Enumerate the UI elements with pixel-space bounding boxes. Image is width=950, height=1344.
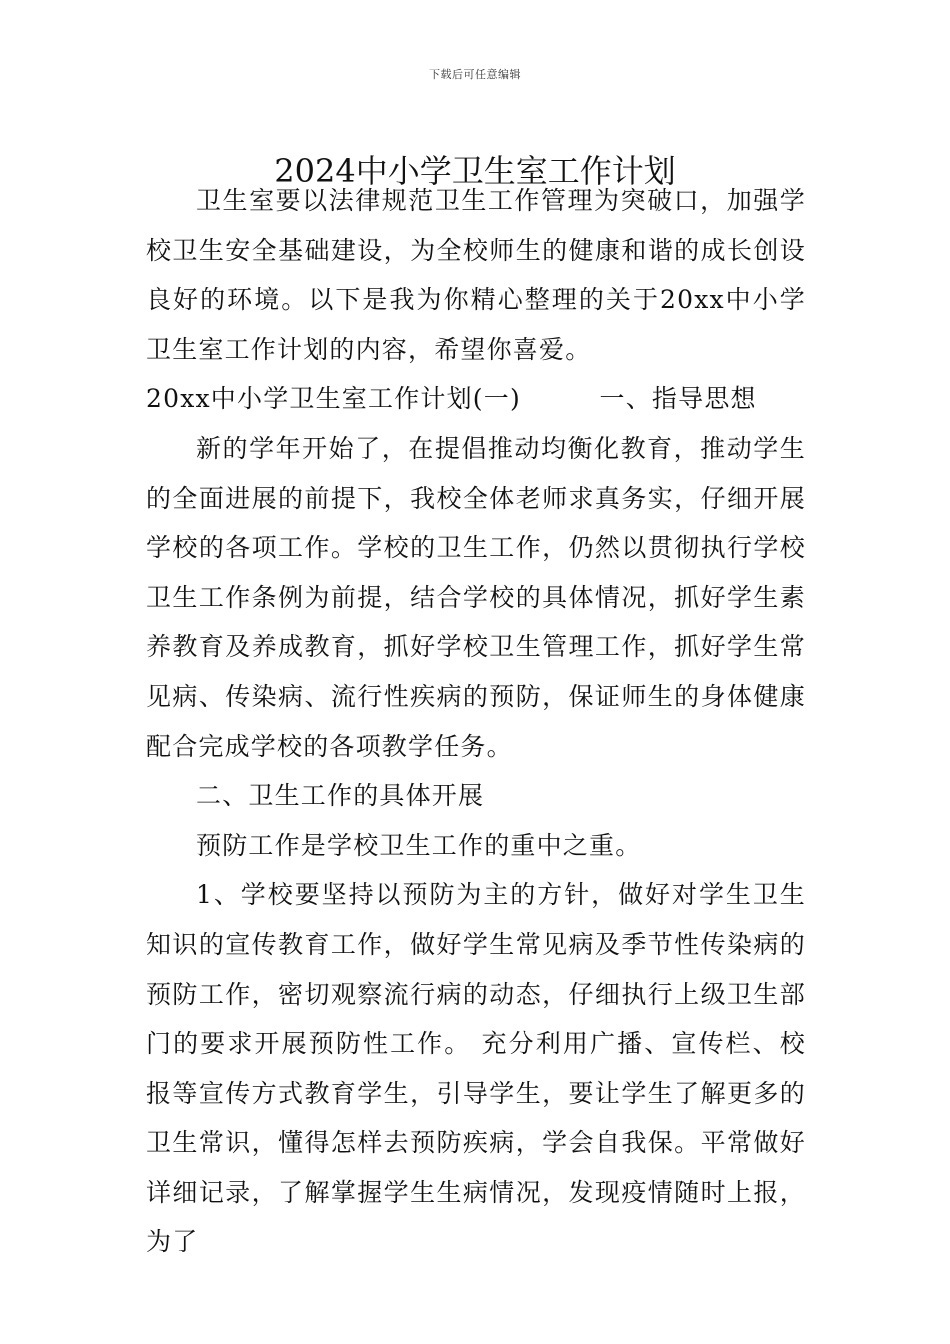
section-heading-plan-one: 20xx中小学卫生室工作计划(一) 一、指导思想 <box>146 384 757 414</box>
guiding-thought-paragraph: 新的学年开始了，在提倡推动均衡化教育，推动学生的全面进展的前提下，我校全体老师求真务实，仔细开展学校的各项工作。学校的卫生工作，仍然以贯彻执行学校卫生工作条例为前提，结合学校的具体情况，抓好学生素养教育及养成教育，抓好学校卫生管理工作，抓好学生常见病、传染病、流行性疾病的预防，保证师生的身体健康配合完成学校的各项教学任务。 <box>146 433 806 761</box>
prevention-paragraph: 预防工作是学校卫生工作的重中之重。 <box>196 830 642 860</box>
document-title: 2024中小学卫生室工作计划 <box>274 152 676 191</box>
header-note: 下载后可任意编辑 <box>429 68 521 81</box>
document-body <box>146 176 806 1267</box>
intro-paragraph: 卫生室要以法律规范卫生工作管理为突破口，加强学校卫生安全基础建设，为全校师生的健康和谐的成长创设良好的环境。以下是我为你精心整理的关于20xx中小学卫生室工作计划的内容，希望你喜爱。 <box>146 186 806 364</box>
section-heading-two: 二、卫生工作的具体开展 <box>196 781 485 811</box>
item-one-paragraph: 1、学校要坚持以预防为主的方针，做好对学生卫生知识的宣传教育工作，做好学生常见病及季节性传染病的预防工作，密切观察流行病的动态，仔细执行上级卫生部门的要求开展预防性工作。 充分利用广播、宣传栏、校报等宣传方式教育学生，引导学生，要让学生了解更多的卫生常识，懂得怎样去预防疾病，学会自我保。平常做好详细记录，了解掌握学生生病情况，发现疫情随时上报，为了 <box>146 880 806 1257</box>
